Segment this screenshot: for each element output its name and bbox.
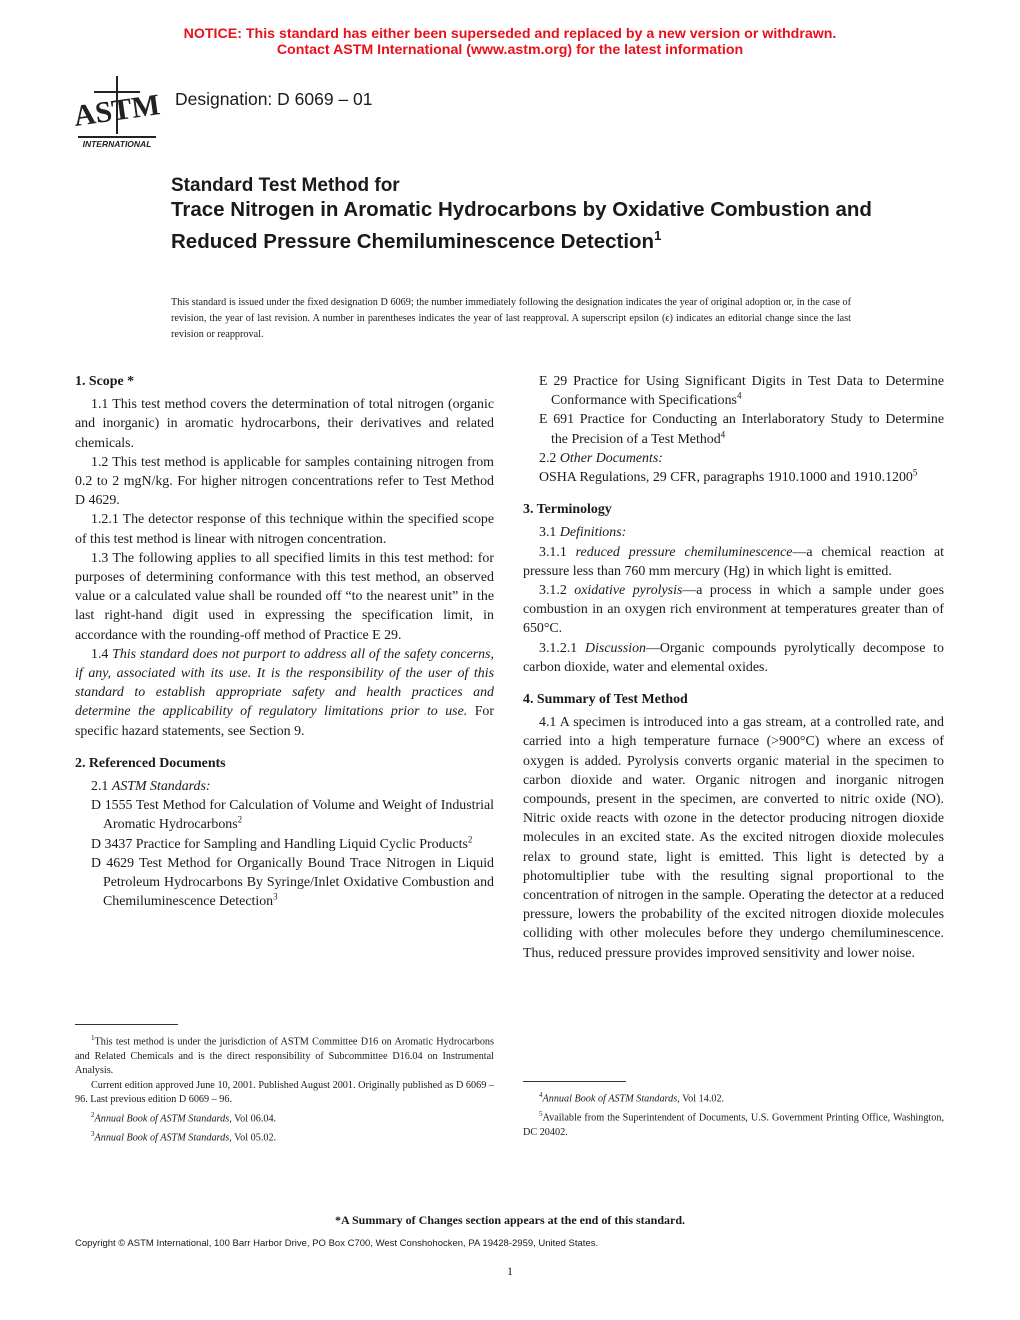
- definition-text: —a process in which a sample under goes combustion in an oxygen rich environment at temperatures greater than of 650°C.: [523, 583, 944, 637]
- footnote-text: , Vol 06.04.: [229, 1113, 277, 1125]
- notice-line-1: NOTICE: This standard has either been superseded and replaced by a new version or withdrawn.: [183, 26, 837, 42]
- astm-standards-number: 2.1: [91, 779, 109, 795]
- footnote-text: , Vol 05.02.: [229, 1132, 277, 1144]
- definition-text: —a chemical reaction at pressure less than 760 mm mercury (Hg) in which light is emitted.: [523, 544, 944, 579]
- definition-term: oxidative pyrolysis: [574, 583, 683, 599]
- footnote-text: Available from the Superintendent of Documents, U.S. Government Printing Office, Washington, DC 20402.: [523, 1112, 944, 1138]
- definition-3-1-1: [523, 543, 944, 581]
- designation: Designation: D 6069 – 01: [175, 89, 373, 109]
- other-documents-title: Other Documents:: [559, 450, 663, 466]
- reference-footnote-mark: 2: [467, 834, 473, 845]
- paragraph-1-4-number: 1.4: [91, 646, 109, 662]
- page-number: 1: [507, 1264, 513, 1278]
- footnote-mark: 3: [91, 1129, 95, 1138]
- footnotes-right: [523, 1081, 944, 1140]
- footnote-1: [75, 1031, 494, 1079]
- reference-text: D 4629 Test Method for Organically Bound Trace Nitrogen in Liquid Petroleum Hydrocarbons By Syringe/Inlet Oxidative Combustion and Chemiluminescence Detection: [91, 855, 494, 910]
- reference-footnote-mark: 4: [720, 428, 726, 439]
- footnote-5: [523, 1107, 944, 1140]
- definition-3-1-2: [523, 581, 944, 639]
- paragraph-1-4: [75, 645, 494, 741]
- astm-standards-label: [75, 777, 494, 796]
- reference-d4629: [75, 854, 494, 912]
- footnote-mark: 1: [91, 1034, 95, 1042]
- definitions-title: Definitions:: [559, 525, 627, 541]
- summary-of-changes-note: *A Summary of Changes section appears at the end of this standard.: [334, 1213, 686, 1227]
- other-documents-label: [523, 449, 944, 468]
- reference-footnote-mark: 4: [736, 390, 742, 401]
- reference-d1555: [75, 796, 494, 834]
- footnote-2: [75, 1108, 494, 1127]
- safety-caveat: This standard does not purport to address all of the safety concerns, if any, associated with its use. It is the responsibility of the user of this standard to establish appropriate safety and health practices and determine the applicability of regulatory limitations prior to use.: [75, 646, 494, 720]
- title-main: [171, 197, 891, 254]
- footnote-title: Annual Book of ASTM Standards: [542, 1093, 678, 1105]
- footnote-text: , Vol 14.02.: [677, 1093, 725, 1105]
- definition-term: Discussion: [585, 640, 646, 656]
- definition-text: —Organic compounds pyrolytically decompose to carbon dioxide, water and elemental oxides.: [523, 640, 944, 675]
- footnote-4: [523, 1088, 944, 1107]
- footnote-3: [75, 1127, 494, 1146]
- reference-text: OSHA Regulations, 29 CFR, paragraphs 1910.1000 and 1910.1200: [539, 470, 913, 486]
- footnotes-left: [75, 1024, 494, 1146]
- paragraph-1-2-1: 1.2.1 The detector response of this technique within the specified scope of this test method is linear with nitrogen concentration.: [75, 512, 494, 547]
- definitions-label: [523, 523, 944, 542]
- section-heading-scope: 1. Scope *: [75, 374, 135, 389]
- section-heading-referenced-documents: 2. Referenced Documents: [75, 755, 226, 771]
- footnote-mark: 2: [91, 1110, 95, 1119]
- section-heading-terminology: 3. Terminology: [523, 502, 612, 518]
- footnote-title: Annual Book of ASTM Standards: [94, 1132, 230, 1144]
- reference-text: D 3437 Practice for Sampling and Handling Liquid Cyclic Products: [91, 836, 468, 852]
- section-heading-summary: 4. Summary of Test Method: [523, 692, 688, 708]
- reference-text: E 691 Practice for Conducting an Interlaboratory Study to Determine the Precision of a Test Method: [539, 412, 944, 447]
- footnote-mark: 4: [539, 1091, 543, 1099]
- document-title: [171, 175, 891, 254]
- paragraph-1-1: 1.1 This test method covers the determination of total nitrogen (organic and inorganic) in aromatic hydrocarbons, their derivatives and related chemicals.: [75, 397, 494, 451]
- astm-logo: [72, 72, 162, 150]
- definition-number: 3.1.2: [539, 583, 567, 599]
- footnote-text: This test method is under the jurisdiction of ASTM Committee D16 on Aromatic Hydrocarbons and Related Chemicals and is the direct responsibility of Subcommittee D16.04 on Instrumental Analysis.: [75, 1036, 494, 1077]
- footnote-1-edition: Current edition approved June 10, 2001. Published August 2001. Originally published as D 6069 – 96. Last previous edition D 6069 – 96.: [75, 1079, 494, 1106]
- left-column: [75, 372, 494, 911]
- logo-subtext: INTERNATIONAL: [82, 139, 152, 149]
- footnote-divider: [523, 1081, 626, 1082]
- title-footnote-mark: 1: [654, 227, 662, 243]
- right-column: [523, 372, 944, 963]
- title-main-text: Trace Nitrogen in Aromatic Hydrocarbons by Oxidative Combustion and Reduced Pressure Chemiluminescence Detection: [171, 198, 872, 253]
- reference-e691: [523, 410, 944, 448]
- reference-osha: [523, 468, 944, 487]
- withdrawal-notice: [0, 26, 1020, 58]
- reference-e29: [523, 372, 944, 410]
- reference-footnote-mark: 2: [237, 814, 243, 825]
- astm-standards-title: ASTM Standards:: [111, 779, 211, 795]
- footnote-mark: 5: [539, 1109, 543, 1118]
- issuance-statement: This standard is issued under the fixed designation D 6069; the number immediately following the designation indicates the year of original adoption or, in the case of revision, the year of last revision. A number in parentheses indicates the year of last reapproval. A superscript epsilon (ϵ) indicates an editorial change since the last revision or reapproval.: [171, 297, 851, 340]
- definition-number: 3.1.2.1: [539, 640, 578, 656]
- definition-term: reduced pressure chemiluminescence: [575, 544, 793, 560]
- definitions-number: 3.1: [539, 525, 557, 541]
- paragraph-1-2: 1.2 This test method is applicable for samples containing nitrogen from 0.2 to 2 mgN/kg. For higher nitrogen concentrations refer to Test Method D 4629.: [75, 454, 494, 509]
- reference-footnote-mark: 5: [912, 467, 918, 478]
- paragraph-1-3: 1.3 The following applies to all specified limits in this test method: for purposes of determining conformance with this test method, an observed value or a calculated value shall be rounded off “to the nearest unit” in the last right-hand digit used in expressing the specification limit, in accordance with the rounding-off method of Practice E 29.: [75, 550, 494, 643]
- other-documents-number: 2.2: [539, 450, 557, 466]
- logo-text: ASTM: [72, 88, 162, 133]
- definition-number: 3.1.1: [539, 544, 567, 560]
- footnote-title: Annual Book of ASTM Standards: [94, 1113, 230, 1125]
- title-prefix: Standard Test Method for: [171, 175, 400, 196]
- reference-footnote-mark: 3: [273, 891, 278, 902]
- reference-text: D 1555 Test Method for Calculation of Volume and Weight of Industrial Aromatic Hydrocarbons: [91, 798, 494, 833]
- reference-d3437: [75, 835, 494, 854]
- reference-text: E 29 Practice for Using Significant Digits in Test Data to Determine Conformance with Specifications: [539, 374, 944, 409]
- discussion-3-1-2-1: [523, 639, 944, 677]
- hazard-reference: For specific hazard statements, see Section 9.: [75, 704, 494, 739]
- footnote-divider: [75, 1024, 178, 1025]
- paragraph-4-1: 4.1 A specimen is introduced into a gas stream, at a controlled rate, and carried into a high temperature furnace (>900°C) where an excess of oxygen is added. Pyrolysis converts organic material in the specimen to carbon dioxide and water. Organic nitrogen and inorganic nitrogen compounds, present in the specimen, are converted to nitric oxide (NO). Nitric oxide reacts with ozone in the detector producing nitrogen dioxide molecules in an excited state. As the excited nitrogen dioxide molecules relax to ground state, light is emitted. This light is detected by a photomultiplier tube with the resulting signal proportional to the concentration of nitrogen in the sample. Operating the detector at a reduced pressure, lowers the probability of the excited nitrogen dioxide molecules colliding with other molecules before they undergo chemiluminescence. Thus, reduced pressure provides improved sensitivity and lower noise.: [523, 715, 944, 961]
- copyright-notice: Copyright © ASTM International, 100 Barr Harbor Drive, PO Box C700, West Conshohocken, PA 19428-2959, United States.: [75, 1238, 599, 1249]
- notice-line-2: Contact ASTM International (www.astm.org) for the latest information: [276, 42, 744, 58]
